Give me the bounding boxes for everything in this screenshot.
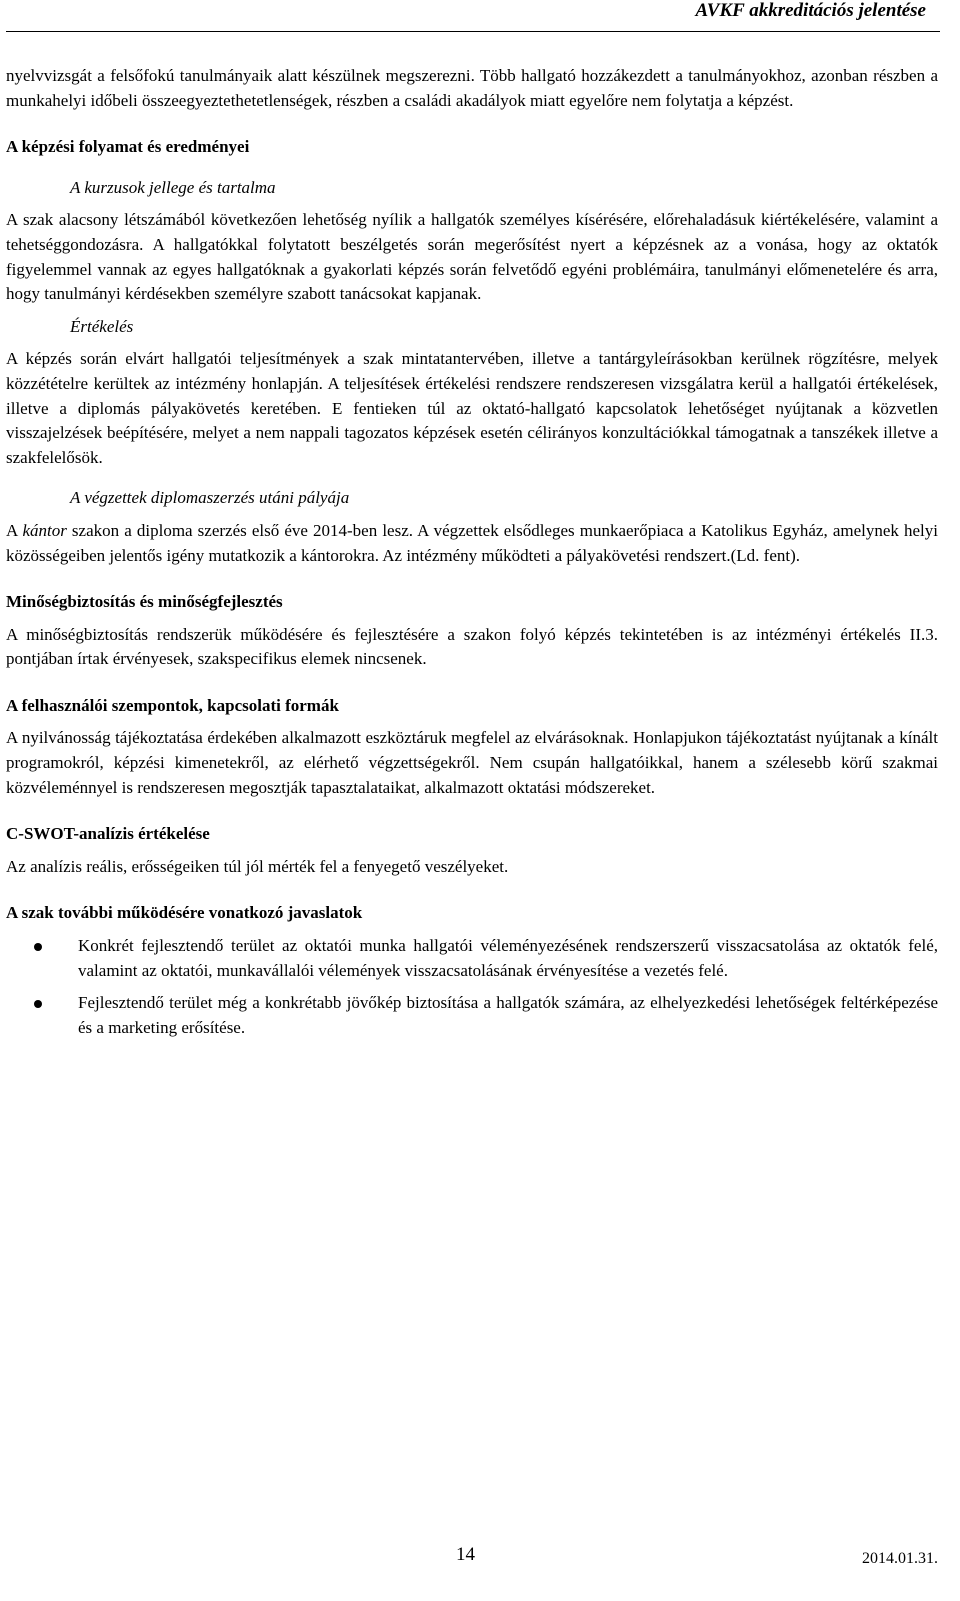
document-date: 2014.01.31. bbox=[862, 1550, 938, 1567]
subsection-title-evaluation: Értékelés bbox=[70, 316, 134, 336]
header-title: AVKF akkreditációs jelentése bbox=[695, 0, 926, 21]
page-number: 14 bbox=[456, 1544, 475, 1565]
cswot-paragraph: Az analízis reális, erősségeiken túl jól mérték fel a fenyegető veszélyeket. bbox=[6, 856, 509, 876]
section-title-user-aspects: A felhasználói szempontok, kapcsolati formák bbox=[6, 695, 339, 715]
section-title-cswot: C-SWOT-analízis értékelése bbox=[6, 824, 210, 844]
list-item-text: Konkrét fejlesztendő terület az oktatói munka hallgatói véleményezésének rendszerszerű visszacsatolása az oktatók felé, valamint az oktatói, munkavállalói vélemények visszacsatolásának érvényesítése a vezetés felé. bbox=[78, 936, 938, 980]
recommendations-list bbox=[6, 934, 938, 1040]
career-text-rest: szakon a diploma szerzés első éve 2014-ben lesz. A végzettek elsődleges munkaerőpiaca a Katolikus Egyház, amelynek helyi közösségeiben jelentős igény mutatkozik a kántorokra. Az intézmény működteti a pályakövetési rendszert.(Ld. fent). bbox=[6, 520, 938, 565]
section-title-recommendations: A szak további működésére vonatkozó javaslatok bbox=[6, 903, 363, 923]
career-text-start: A bbox=[6, 520, 23, 540]
courses-paragraph: A szak alacsony létszámából következően lehetőség nyílik a hallgatók személyes kísérésére, előrehaladásuk kiértékelésére, valamint a tehetséggondozásra. A hallgatókkal folytatott beszélgetés során megerősítést nyert a képzésnek az a vonása, hogy az oktatók figyelemmel vannak az egyes hallgatóknak a gyakorlati képzés során felvetődő egyéni problémáira, tanulmányi előmenetelére és arra, hogy tanulmányi kérdésekben személyre szabott tanácsokat kapjanak. bbox=[6, 210, 938, 304]
bullet-icon bbox=[34, 1000, 42, 1008]
subsection-title-courses: A kurzusok jellege és tartalma bbox=[70, 177, 276, 197]
header-divider bbox=[6, 31, 940, 32]
list-item bbox=[6, 991, 938, 1040]
section-title-training-process: A képzési folyamat és eredményei bbox=[6, 137, 250, 157]
intro-paragraph: nyelvvizsgát a felsőfokú tanulmányaik alatt készülnek megszerezni. Több hallgató hozzákezdett a tanulmányokhoz, azonban részben a munkahelyi időbeli összeegyeztethetetlenségek, részben a családi akadályok miatt egyelőre nem folytatja a képzést. bbox=[6, 66, 938, 110]
bullet-icon bbox=[34, 943, 42, 951]
user-aspects-paragraph: A nyilvánosság tájékoztatása érdekében alkalmazott eszköztáruk megfelel az elvárásoknak. Honlapjukon tájékoztatást nyújtanak a kínált programokról, képzési kimenetekről, az elérhető végzettségekről. Nem csupán hallgatóikkal, hanem a szélesebb körű szakmai közvéleménnyel is rendszeresen megosztják tapasztalataikat, alkalmazott oktatási módszereket. bbox=[6, 728, 938, 797]
document-body bbox=[6, 64, 938, 1040]
career-program-name: kántor bbox=[22, 520, 67, 540]
list-item bbox=[6, 934, 938, 983]
subsection-title-graduate-career: A végzettek diplomaszerzés utáni pályája bbox=[70, 488, 350, 508]
evaluation-paragraph: A képzés során elvárt hallgatói teljesítmények a szak mintatantervében, illetve a tantárgyleírásokban kerülnek rögzítésre, melyek közzétételre kerültek az intézmény honlapján. A teljesítések értékelési rendszere rendszeresen vizsgálatra kerül a hallgatói értékelések, illetve a diplomás pályakövetés keretében. E fentieken túl az oktató-hallgató kapcsolatok lehetőséget nyújtanak a közvetlen visszajelzések beépítésére, melyet a nem nappali tagozatos képzések esetén célirányos konzultációkkal támogatnak a tanszékek illetve a szakfelelősök. bbox=[6, 349, 938, 467]
list-item-text: Fejlesztendő terület még a konkrétabb jövőkép biztosítása a hallgatók számára, az elhelyezkedési lehetőségek feltérképezése és a marketing erősítése. bbox=[78, 993, 938, 1037]
section-title-quality-assurance: Minőségbiztosítás és minőségfejlesztés bbox=[6, 592, 283, 612]
graduate-career-paragraph bbox=[6, 519, 938, 568]
quality-assurance-paragraph: A minőségbiztosítás rendszerük működésére és fejlesztésére a szakon folyó képzés tekintetében is az intézményi értékelés II.3. pontjában írtak érvényesek, szakspecifikus elemek nincsenek. bbox=[6, 624, 938, 669]
